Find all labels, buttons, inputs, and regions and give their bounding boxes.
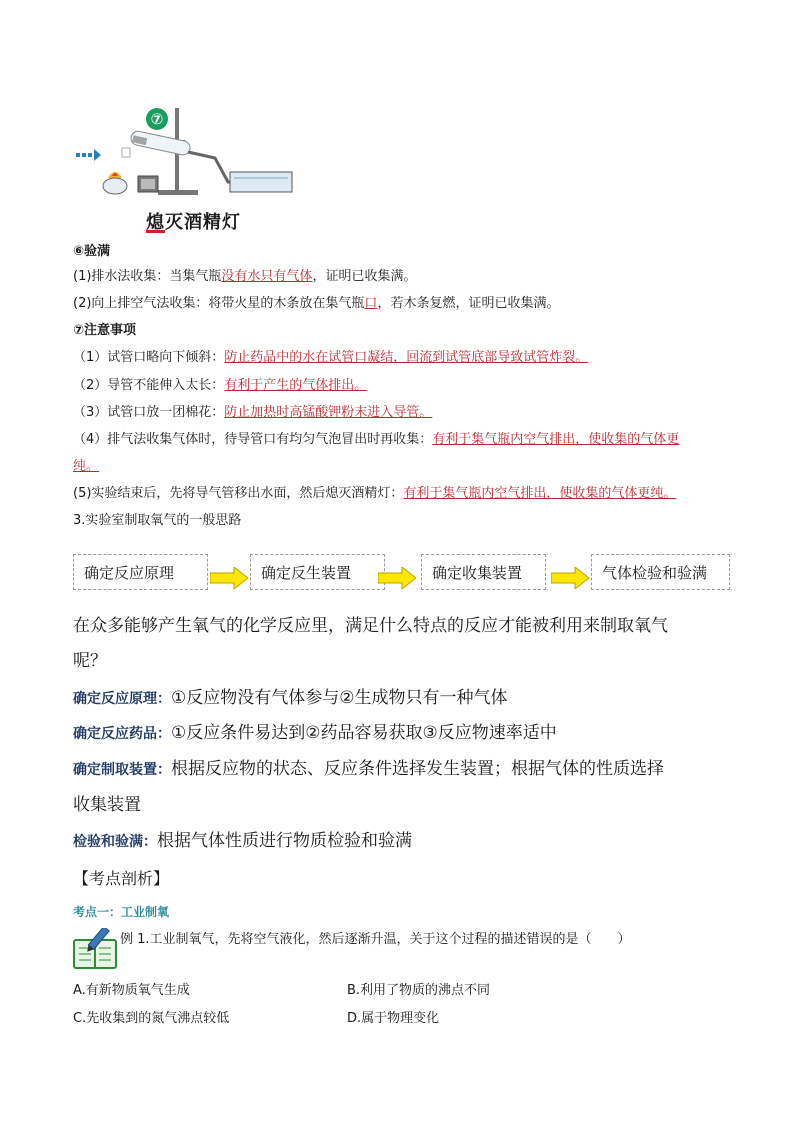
device-paragraph: 确定制取装置：根据反应物的状态、反应条件选择发生装置；根据气体的性质选择 — [73, 759, 664, 779]
flow-arrow-1-icon — [210, 567, 248, 589]
section6-title: ⑥验满 — [73, 244, 111, 259]
topic-label: 考点一：工业制氧 — [73, 905, 170, 919]
option-d: D.属于物理变化 — [347, 1011, 440, 1026]
option-c: C.先收集到的氮气沸点较低 — [73, 1011, 230, 1026]
analysis-heading: 【考点剖析】 — [73, 869, 170, 888]
section6-line2: (2)向上排空气法收集：将带火星的木条放在集气瓶口，若木条复燃，证明已收集满。 — [73, 296, 560, 311]
flow-step-4: 气体检验和验满 — [591, 554, 730, 590]
example-question: 例 1.工业制氧气，先将空气液化，然后逐渐升温，关于这个过程的描述错误的是（ ） — [120, 932, 631, 947]
step-badge — [146, 108, 168, 130]
flow-step-2: 确定反生装置 — [250, 554, 385, 590]
inspection-paragraph: 检验和验满：根据气体性质进行物质检验和验满 — [73, 831, 412, 851]
notice-item-3: （3）试管口放一团棉花：防止加热时高锰酸钾粉末进入导管。 — [73, 405, 433, 420]
example-book-icon — [72, 928, 118, 970]
lab-apparatus-illustration — [70, 100, 300, 210]
flow-arrow-2-icon — [378, 567, 416, 589]
apparatus-figure — [70, 100, 300, 210]
step-number: ⑦ — [150, 110, 164, 128]
question-line-1: 在众多能够产生氧气的化学反应里，满足什么特点的反应才能被利用来制取氧气 — [73, 616, 668, 636]
reagent-paragraph: 确定反应药品：①反应条件易达到②药品容易获取③反应物速率适中 — [73, 723, 557, 743]
notice-item-1: （1）试管口略向下倾斜：防止药品中的水在试管口凝结，回流到试管底部导致试管炸裂。 — [73, 350, 589, 365]
device-paragraph-cont: 收集装置 — [73, 795, 141, 815]
flow-step-1: 确定反应原理 — [73, 554, 208, 590]
principle-paragraph: 确定反应原理：①反应物没有气体参与②生成物只有一种气体 — [73, 688, 508, 708]
notice-item-4: （4）排气法收集气体时，待导管口有均匀气泡冒出时再收集：有利于集气瓶内空气排出，使收集的气体更 — [73, 432, 680, 447]
section7-title: ⑦注意事项 — [73, 323, 137, 338]
figure-caption — [146, 208, 241, 234]
option-b: B.利用了物质的沸点不同 — [347, 983, 491, 998]
notice-item-4-cont: 纯。 — [73, 459, 100, 474]
section6-line1: (1)排水法收集：当集气瓶没有水只有气体，证明已收集满。 — [73, 269, 417, 284]
option-a: A.有新物质氧气生成 — [73, 983, 190, 998]
caption-underlined-char: 熄 — [146, 212, 165, 233]
caption-text: 灭酒精灯 — [165, 212, 241, 233]
flow-step-3: 确定收集装置 — [421, 554, 546, 590]
section3-title: 3.实验室制取氧气的一般思路 — [73, 513, 242, 528]
notice-item-5: (5)实验结束后，先将导气管移出水面，然后熄灭酒精灯：有利于集气瓶内空气排出，使收集的气体更纯。 — [73, 486, 677, 501]
flow-arrow-3-icon — [551, 567, 589, 589]
question-line-2: 呢？ — [73, 651, 107, 671]
notice-item-2: （2）导管不能伸入太长：有利于产生的气体排出。 — [73, 378, 368, 393]
